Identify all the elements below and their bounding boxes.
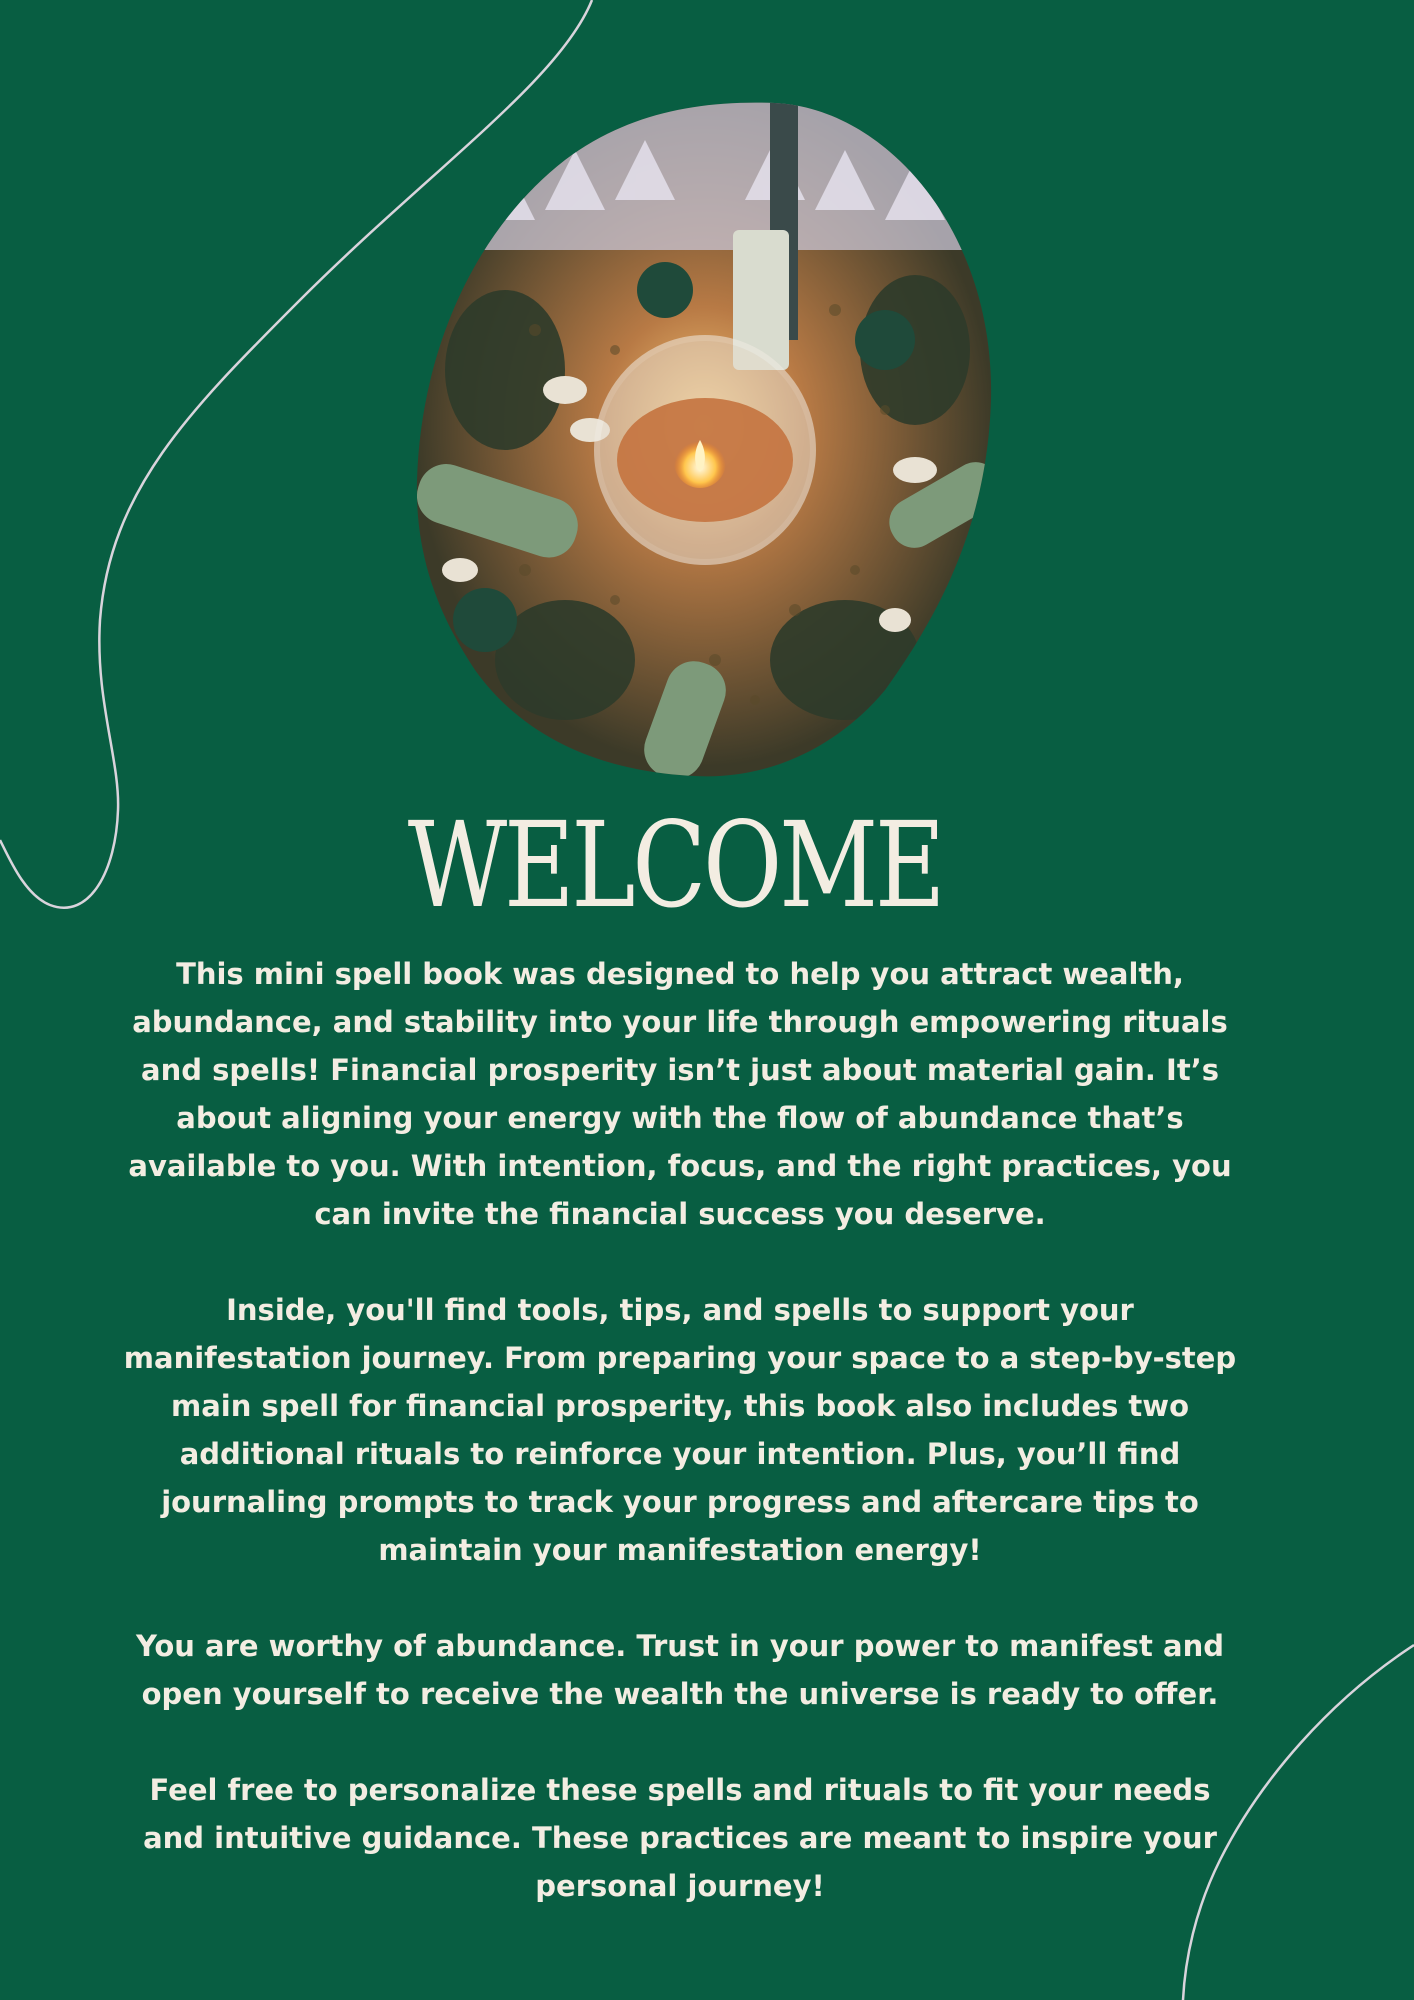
intro-paragraph-3: You are worthy of abundance. Trust in your power to manifest and open yourself to receive the wealth the universe is ready to offer. (136, 1629, 1224, 1711)
intro-paragraph-4: Feel free to personalize these spells and rituals to fit your needs and intuitive guidance. These practices are meant to inspire your personal journey! (143, 1773, 1217, 1903)
intro-paragraph-2: Inside, you'll find tools, tips, and spells to support your manifestation journey. From preparing your space to a step-by-step main spell for financial prosperity, this book also includes two additional rituals to reinforce your intention. Plus, you’ll find journaling prompts to track your progress and aftercare tips to maintain your manifestation energy! (123, 1293, 1237, 1567)
candle-ritual-image (415, 100, 993, 780)
page-title: WELCOME (407, 796, 943, 934)
intro-text (120, 950, 1240, 1958)
candle-ritual-photo (415, 100, 993, 780)
intro-paragraph-1: This mini spell book was designed to help you attract wealth, abundance, and stability into your life through empowering rituals and spells! Financial prosperity isn’t just about material gain. It’s about aligning your energy with the flow of abundance that’s available to you. With intention, focus, and the right practices, you can invite the financial success you deserve. (128, 957, 1232, 1231)
